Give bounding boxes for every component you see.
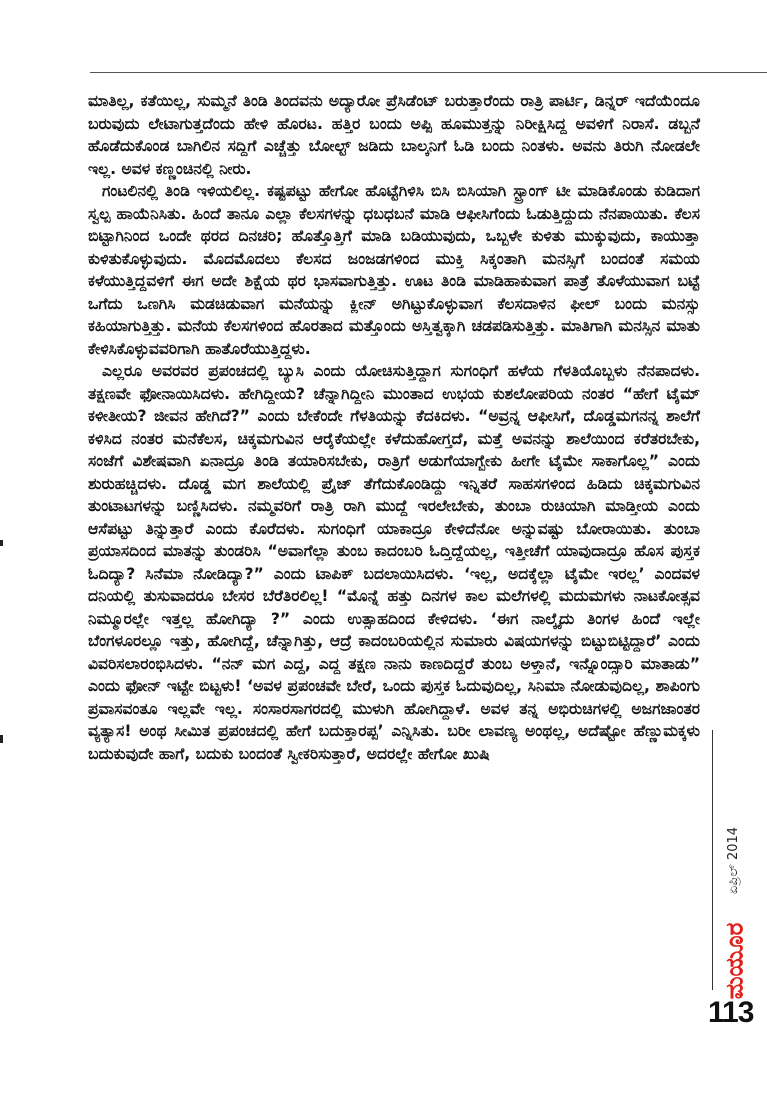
edge-mark-top: [0, 540, 3, 546]
page-number: 113: [708, 996, 754, 1029]
article-paragraph: ಗಂಟಲಿನಲ್ಲಿ ತಿಂಡಿ ಇಳಿಯಲಿಲ್ಲ. ಕಷ್ಟಪಟ್ಟು ಹೇಗೋ ಹೊಟ್ಟೆಗಿಳಿಸಿ ಬಿಸಿ ಬಿಸಿಯಾಗಿ ಸ್ಟ್ರಾಂಗ್ ಟೀ ಮಾಡಿಕೊಂಡು ಕುಡಿದಾಗ ಸ್ವಲ್ಪ ಹಾಯೆನಿಸಿತು. ಹಿಂದೆ ತಾನೂ ಎಲ್ಲಾ ಕೆಲಸಗಳನ್ನು ಧಬಧಬನೆ ಮಾಡಿ ಆಫೀಸಿಗೆಂದು ಓಡುತ್ತಿದ್ದುದು ನೆನಪಾಯಿತು. ಕೆಲಸ ಬಿಟ್ಟಾಗಿನಿಂದ ಒಂದೇ ಥರದ ದಿನಚರಿ; ಹೊತ್ತೊತ್ತಿಗೆ ಮಾಡಿ ಬಡಿಯುವುದು, ಒಬ್ಬಳೇ ಕುಳಿತು ಮುಕ್ಕುವುದು, ಕಾಯುತ್ತಾ ಕುಳಿತುಕೊಳ್ಳುವುದು. ಮೊದಮೊದಲು ಕೆಲಸದ ಜಂಜಡಗಳಿಂದ ಮುಕ್ತಿ ಸಿಕ್ಕಂತಾಗಿ ಮನಸ್ಸಿಗೆ ಬಂದಂತೆ ಸಮಯ ಕಳೆಯುತ್ತಿದ್ದವಳಿಗೆ ಈಗ ಅದೇ ಶಿಕ್ಷೆಯ ಥರ ಭಾಸವಾಗುತ್ತಿತ್ತು. ಊಟ ತಿಂಡಿ ಮಾಡಿಹಾಕುವಾಗ ಪಾತ್ರೆ ತೊಳೆಯುವಾಗ ಬಟ್ಟೆ ಒಗೆದು ಒಣಗಿಸಿ ಮಡಚಿಡುವಾಗ ಮನೆಯನ್ನು ಕ್ಲೀನ್ ಅಗಿಟ್ಟುಕೊಳ್ಳುವಾಗ ಕೆಲಸದಾಳಿನ ಫೀಲ್ ಬಂದು ಮನಸ್ಸು ಕಹಿಯಾಗುತ್ತಿತ್ತು. ಮನೆಯ ಕೆಲಸಗಳಿಂದ ಹೊರತಾದ ಮತ್ತೊಂದು ಅಸ್ತಿತ್ವಕ್ಕಾಗಿ ಚಡಪಡಿಸುತ್ತಿತ್ತು. ಮಾತಿಗಾಗಿ ಮನಸ್ಸಿನ ಮಾತು ಕೇಳಿಸಿಕೊಳ್ಳುವವರಿಗಾಗಿ ಹಾತೊರೆಯುತ್ತಿದ್ದಳು.: [88, 182, 700, 358]
article-paragraph: ಎಲ್ಲರೂ ಅವರವರ ಪ್ರಪಂಚದಲ್ಲಿ ಬ್ಯುಸಿ ಎಂದು ಯೋಚಿಸುತ್ತಿದ್ದಾಗ ಸುಗಂಧಿಗೆ ಹಳೆಯ ಗೆಳತಿಯೊಬ್ಬಳು ನೆನಪಾದಳು. ತಕ್ಷಣವೇ ಫೋನಾಯಿಸಿದಳು. ಹೇಗಿದ್ದೀಯ? ಚೆನ್ನಾಗಿದ್ದೀನಿ ಮುಂತಾದ ಉಭಯ ಕುಶಲೋಪರಿಯ ನಂತರ “ಹೇಗೆ ಟೈಮ್ ಕಳೀತೀಯ? ಜೀವನ ಹೇಗಿದೆ?” ಎಂದು ಬೇಕೆಂದೇ ಗೆಳತಿಯನ್ನು ಕೆದಕಿದಳು. “ಅವ್ರನ್ನ ಆಫೀಸಿಗೆ, ದೊಡ್ಡಮಗನನ್ನ ಶಾಲೆಗೆ ಕಳಿಸಿದ ನಂತರ ಮನೆಕೆಲಸ, ಚಿಕ್ಕಮಗುವಿನ ಆರೈಕೆಯಲ್ಲೇ ಕಳೆದುಹೋಗ್ತದೆ, ಮತ್ತೆ ಅವನನ್ನು ಶಾಲೆಯಿಂದ ಕರೆತರಬೇಕು, ಸಂಜೆಗೆ ವಿಶೇಷವಾಗಿ ಏನಾದ್ರೂ ತಿಂಡಿ ತಯಾರಿಸಬೇಕು, ರಾತ್ರಿಗೆ ಅಡುಗೆಯಾಗ್ಬೇಕು ಹೀಗೇ ಟೈಮೇ ಸಾಕಾಗೊಲ್ಲ” ಎಂದು ಶುರುಹಚ್ಚಿದಳು. ದೊಡ್ಡ ಮಗ ಶಾಲೆಯಲ್ಲಿ ಪ್ರೈಜ್ ತೆಗೆದುಕೊಂಡಿದ್ದು ಇನ್ನಿತರೆ ಸಾಹಸಗಳಿಂದ ಹಿಡಿದು ಚಿಕ್ಕಮಗುವಿನ ತುಂಟಾಟಗಳನ್ನು ಬಣ್ಣಿಸಿದಳು. ನಮ್ಮವರಿಗೆ ರಾತ್ರಿ ರಾಗಿ ಮುದ್ದೆ ಇರಲೇಬೇಕು, ತುಂಬಾ ರುಚಿಯಾಗಿ ಮಾಡ್ತೀಯ ಎಂದು ಆಸೆಪಟ್ಟು ತಿನ್ನುತ್ತಾರೆ ಎಂದು ಕೊರೆದಳು. ಸುಗಂಧಿಗೆ ಯಾಕಾದ್ರೂ ಕೇಳಿದೆನೋ ಅನ್ನುವಷ್ಟು ಬೋರಾಯಿತು. ತುಂಬಾ ಪ್ರಯಾಸದಿಂದ ಮಾತನ್ನು ತುಂಡರಿಸಿ “ಅವಾಗೆಲ್ಲಾ ತುಂಬ ಕಾದಂಬರಿ ಓದ್ತಿದ್ದೆಯಲ್ಲ, ಇತ್ತೀಚೆಗೆ ಯಾವುದಾದ್ರೂ ಹೊಸ ಪುಸ್ತಕ ಓದಿದ್ಯಾ? ಸಿನೆಮಾ ನೋಡಿದ್ಯಾ?” ಎಂದು ಟಾಪಿಕ್ ಬದಲಾಯಿಸಿದಳು. ‘ಇಲ್ಲ, ಅದಕ್ಕೆಲ್ಲಾ ಟೈಮೇ ಇರಲ್ಲ’ ಎಂದವಳ ದನಿಯಲ್ಲಿ ತುಸುವಾದರೂ ಬೇಸರ ಬೆರೆತಿರಲಿಲ್ಲ! “ಮೊನ್ನೆ ಹತ್ತು ದಿನಗಳ ಕಾಲ ಮಲೆಗಳಲ್ಲಿ ಮದುಮಗಳು ನಾಟಕೋತ್ಸವ ನಿಮ್ಮೂರಲ್ಲೇ ಇತ್ತಲ್ಲ ಹೋಗಿದ್ಯಾ ?” ಎಂದು ಉತ್ಸಾಹದಿಂದ ಕೇಳಿದಳು. ‘ಈಗ ನಾಲ್ಕೈದು ತಿಂಗಳ ಹಿಂದೆ ಇಲ್ಲೇ ಬೆಂಗಳೂರಲ್ಲೂ ಇತ್ತು, ಹೋಗಿದ್ದೆ, ಚೆನ್ನಾಗಿತ್ತು, ಆದ್ರೆ ಕಾದಂಬರಿಯಲ್ಲಿನ ಸುಮಾರು ವಿಷಯಗಳನ್ನು ಬಿಟ್ಟುಬಿಟ್ಟಿದ್ದಾರೆ’ ಎಂದು ವಿವರಿಸಲಾರಂಭಿಸಿದಳು. “ನನ್ ಮಗ ಎದ್ದ, ಎದ್ದ ತಕ್ಷಣ ನಾನು ಕಾಣದಿದ್ದರೆ ತುಂಬ ಅಳ್ತಾನೆ, ಇನ್ನೊಂದ್ಸಾರಿ ಮಾತಾಡು” ಎಂದು ಫೋನ್ ಇಟ್ಟೇ ಬಿಟ್ಟಳು! ‘ಅವಳ ಪ್ರಪಂಚವೇ ಬೇರೆ, ಒಂದು ಪುಸ್ತಕ ಓದುವುದಿಲ್ಲ, ಸಿನಿಮಾ ನೋಡುವುದಿಲ್ಲ, ಶಾಪಿಂಗು ಪ್ರವಾಸವಂತೂ ಇಲ್ಲವೇ ಇಲ್ಲ. ಸಂಸಾರಸಾಗರದಲ್ಲಿ ಮುಳುಗಿ ಹೋಗಿದ್ದಾಳೆ. ಅವಳ ತನ್ನ ಅಭಿರುಚಿಗಳಲ್ಲಿ ಅಜಗಜಾಂತರ ವ್ಯತ್ಯಾಸ! ಅಂಥ ಸೀಮಿತ ಪ್ರಪಂಚದಲ್ಲಿ ಹೇಗೆ ಬದುಕ್ತಾರಪ್ಪ’ ಎನ್ನಿಸಿತು. ಬರೀ ಲಾವಣ್ಯ ಅಂಥಲ್ಲ, ಅದೆಷ್ಟೋ ಹೆಣ್ಣುಮಕ್ಕಳು ಬದುಕುವುದೇ ಹಾಗೆ, ಬದುಕು ಬಂದಂತೆ ಸ್ವೀಕರಿಸುತ್ತಾರೆ, ಅದರಲ್ಲೇ ಹೇಗೋ ಖುಷಿ: [88, 362, 700, 763]
sidebar-rule: [712, 730, 713, 990]
magazine-masthead: [716, 922, 752, 1000]
article-paragraph: ಮಾತಿಲ್ಲ, ಕತೆಯಿಲ್ಲ, ಸುಮ್ಮನೆ ತಿಂಡಿ ತಿಂದವನು ಅದ್ಯಾರೋ ಪ್ರೆಸಿಡೆಂಟ್ ಬರುತ್ತಾರೆಂದು ರಾತ್ರಿ ಪಾರ್ಟಿ, ಡಿನ್ನರ್ ಇದೆಯೆಂದೂ ಬರುವುದು ಲೇಟಾಗುತ್ತದೆಂದು ಹೇಳಿ ಹೊರಟ. ಹತ್ತಿರ ಬಂದು ಅಪ್ಪಿ ಹೂಮುತ್ತನ್ನು ನಿರೀಕ್ಷಿಸಿದ್ದ ಅವಳಿಗೆ ನಿರಾಸೆ. ಡಬ್ಬನೆ ಹೊಡೆದುಕೊಂಡ ಬಾಗಿಲಿನ ಸದ್ದಿಗೆ ಎಚ್ಚೆತ್ತು ಬೋಲ್ಟ್ ಜಡಿದು ಬಾಲ್ಕನಿಗೆ ಓಡಿ ಬಂದು ನಿಂತಳು. ಅವನು ತಿರುಗಿ ನೋಡಲೇ ಇಲ್ಲ. ಅವಳ ಕಣ್ಣಂಚಿನಲ್ಲಿ ನೀರು.: [88, 92, 700, 178]
issue-date-text: ಏಪ್ರಿಲ್ 2014: [726, 826, 742, 894]
article-body: [88, 90, 700, 765]
edge-mark-bottom: [0, 735, 3, 743]
header-rule: [90, 72, 767, 73]
magazine-logo: ಮಯೂರ: [720, 922, 749, 1000]
issue-date: [716, 800, 752, 920]
